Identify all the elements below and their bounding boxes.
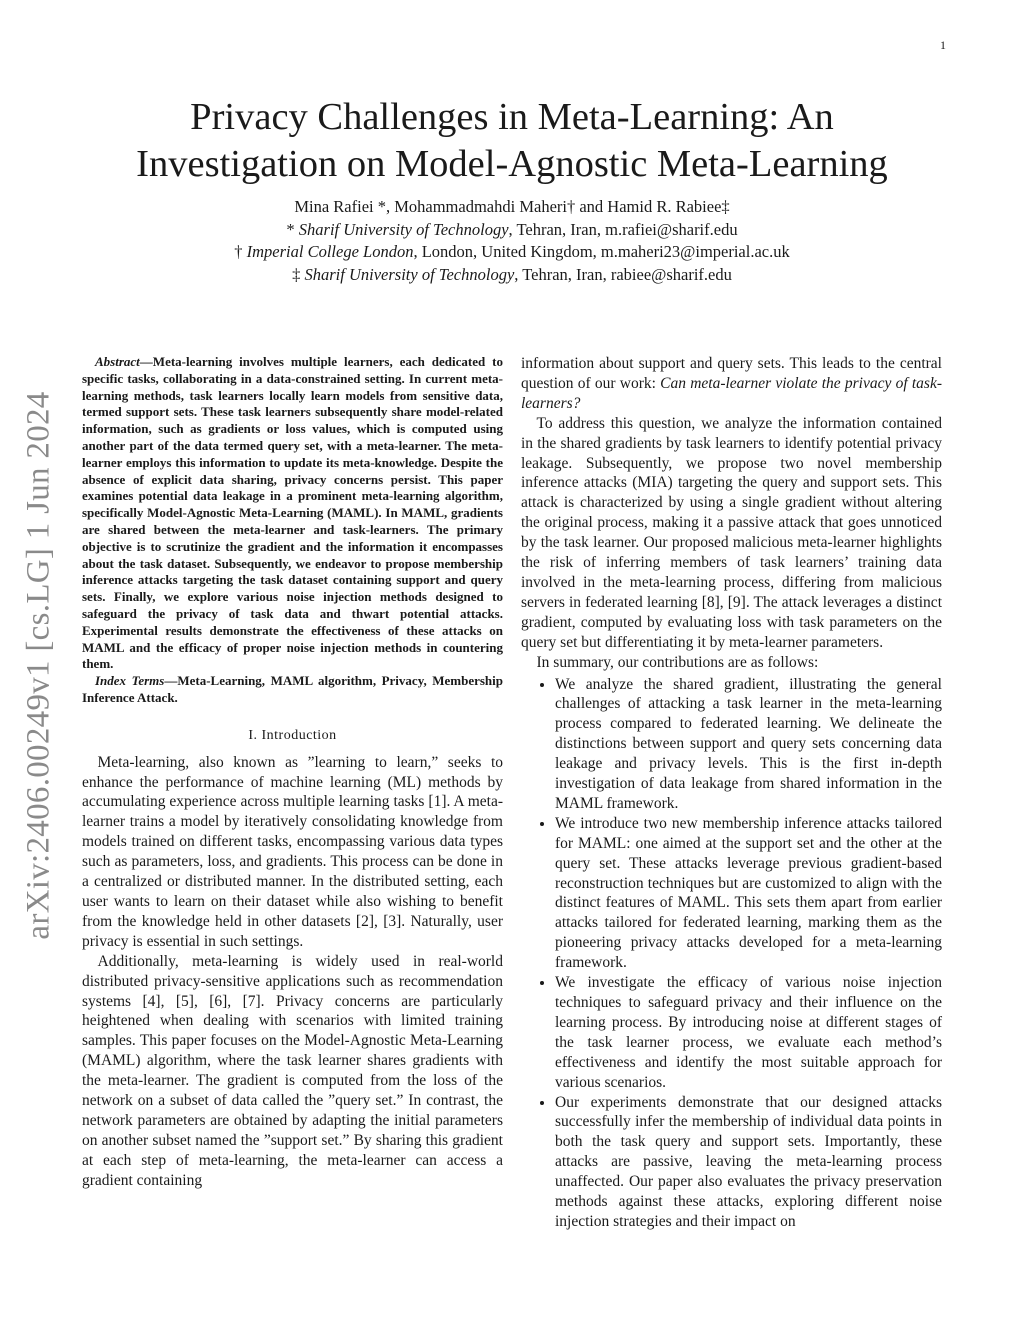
intro-paragraph-1: Meta-learning, also known as ”learning to learn,” seeks to enhance the performance of machine learning (ML) methods by accumulating experience across multiple learning tasks [1]. A meta-learner trains a model by iteratively consolidating knowledge from models trained on different tasks, encompassing various data types such as parameters, loss, and gradients. This process can be done in a centralized or distributed manner. In the distributed setting, each user wants to learn on their dataset while also wishing to benefit from the knowledge held in other datasets [2], [3]. Naturally, user privacy is essential in such settings. [82,753,503,950]
contribution-item: • Our experiments demonstrate that our designed attacks successfully infer the membership of individual data points in both the task query and support sets. Importantly, these attacks are passive, leaving the meta-learning process unaffected. Our paper also evaluates the privacy preservation methods against these attacks, exploring different noise injection strategies and their impact on [555,1093,942,1232]
research-question: Can meta-learner violate the privacy of task-learners? [521,374,942,412]
index-terms-text: —Meta-Learning, MAML algorithm, Privacy, Membership Inference Attack. [82,673,504,705]
page-number: 1 [940,38,946,52]
intro-paragraph-2: Additionally, meta-learning is widely used in real-world distributed privacy-sensitive applications such as recommendation systems [4], [5], [6], [7]. Privacy concerns are particularly heightened when dealing with scenarios with limited training samples. This paper focuses on the Model-Agnostic Meta-Learning (MAML) algorithm, where the task learner shares gradients with the meta-learner. The gradient is computed from the loss of the network on a subset of data called the ”query set.” In contrast, the network parameters are obtained by adapting the initial parameters on another subset named the ”support set.” By sharing this gradient at each step of meta-learning, the meta-learner can access a gradient containing [82,952,503,1189]
section-heading-introduction: I. Introduction [248,727,337,743]
author-block [80,196,944,286]
contributions-list [521,675,942,1232]
contribution-item: • We introduce two new membership inference attacks tailored for MAML: one aimed at the support set and the other at the query set. These attacks leverage previous gradient-based reconstruction techniques but are customized to align with the distinct features of MAML. This sets them apart from earlier attacks tailored for federated learning, marking them as the pioneering privacy attacks developed for a meta-learning framework. [555,814,942,973]
affiliation-2: † Imperial College London, London, United Kingdom, m.maheri23@imperial.ac.uk [234,242,790,261]
index-terms [82,673,503,707]
author-names: Mina Rafiei *, Mohammadmahdi Maheri† and Hamid R. Rabiee‡ [294,197,730,216]
right-paragraph-1: information about support and query sets. This leads to the central question of our work: Can meta-learner violate the privacy of task-learners? [521,355,942,412]
contribution-item: • We analyze the shared gradient, illustrating the general challenges of attacking a task learner in the meta-learning process compared to federated learning. We delineate the distinctions between support and query sets concerning data leakage and privacy levels. This is the first in-depth investigation of data leakage from shared information in the MAML framework. [555,675,942,814]
contribution-item: • We investigate the efficacy of various noise injection techniques to safeguard privacy and their influence on the learning process. By introducing noise at different stages of the task learner process, we evaluate each method’s effectiveness and identify the most suitable approach for various scenarios. [555,973,942,1092]
arxiv-identifier-stamp [18,365,60,965]
affiliation-2-institution: Imperial College London [246,242,414,261]
affiliation-1: * Sharif University of Technology, Tehran, Iran, m.rafiei@sharif.edu [286,219,738,239]
arxiv-identifier-text: arXiv:2406.00249v1 [cs.LG] 1 Jun 2024 [20,390,57,940]
right-column [521,354,942,1232]
paper-title [80,94,944,188]
right-paragraph-3: In summary, our contributions are as follows: [536,653,819,671]
right-paragraph-2: To address this question, we analyze the information contained in the shared gradients by task learners to identify potential privacy leakage. Subsequently, we propose two novel membership inference attacks (MIA) targeting the query and support sets. This attack is characterized by using a single gradient without altering the original process, making it a passive attack that goes unnoticed by the task learner. Our proposed malicious meta-learner highlights the risk of inferring members of task learners’ training data involved in the meta-learning process, differing from malicious servers in federated learning [8], [9]. The attack leverages a distinct gradient, computed by evaluating loss with task parameters on the query set but differentiating it by meta-learner parameters. [521,414,942,651]
title-line-1: Privacy Challenges in Meta-Learning: An [190,96,834,138]
abstract-text: —Meta-learning involves multiple learners, each dedicated to specific tasks, collaborating in a data-constrained setting. In current meta-learning methods, task learners locally learn models from sensitive data, termed support sets. These task learners subsequently share model-related information, such as gradients or loss values, which is computed using another part of the data termed query set, with a meta-learner. The meta-learner employs this information to update its meta-knowledge. Despite the absence of explicit data sharing, privacy concerns persist. This paper examines potential data leakage in a prominent meta-learning algorithm, specifically Model-Agnostic Meta-Learning (MAML). In MAML, gradients are shared between the meta-learner and task-learners. The primary objective is to scrutinize the gradient and the information it encompasses about the task dataset. Subsequently, we endeavor to propose membership inference attacks targeting the task dataset containing support and query sets. Finally, we explore various noise injection methods designed to safeguard the privacy of task data and thwart potential attacks. Experimental results demonstrate the effectiveness of these attacks on MAML and the efficacy of proper noise injection methods in countering them. [82,354,503,672]
title-line-2: Investigation on Model-Agnostic Meta-Learning [136,143,888,185]
affiliation-1-institution: Sharif University of Technology [298,219,509,239]
affiliation-3: ‡ Sharif University of Technology, Tehran, Iran, rabiee@sharif.edu [292,264,732,284]
left-column [82,354,503,1191]
abstract-label: Abstract [95,354,140,369]
abstract [82,354,503,673]
index-terms-label: Index Terms [95,673,165,689]
affiliation-3-institution: Sharif University of Technology [304,264,515,284]
